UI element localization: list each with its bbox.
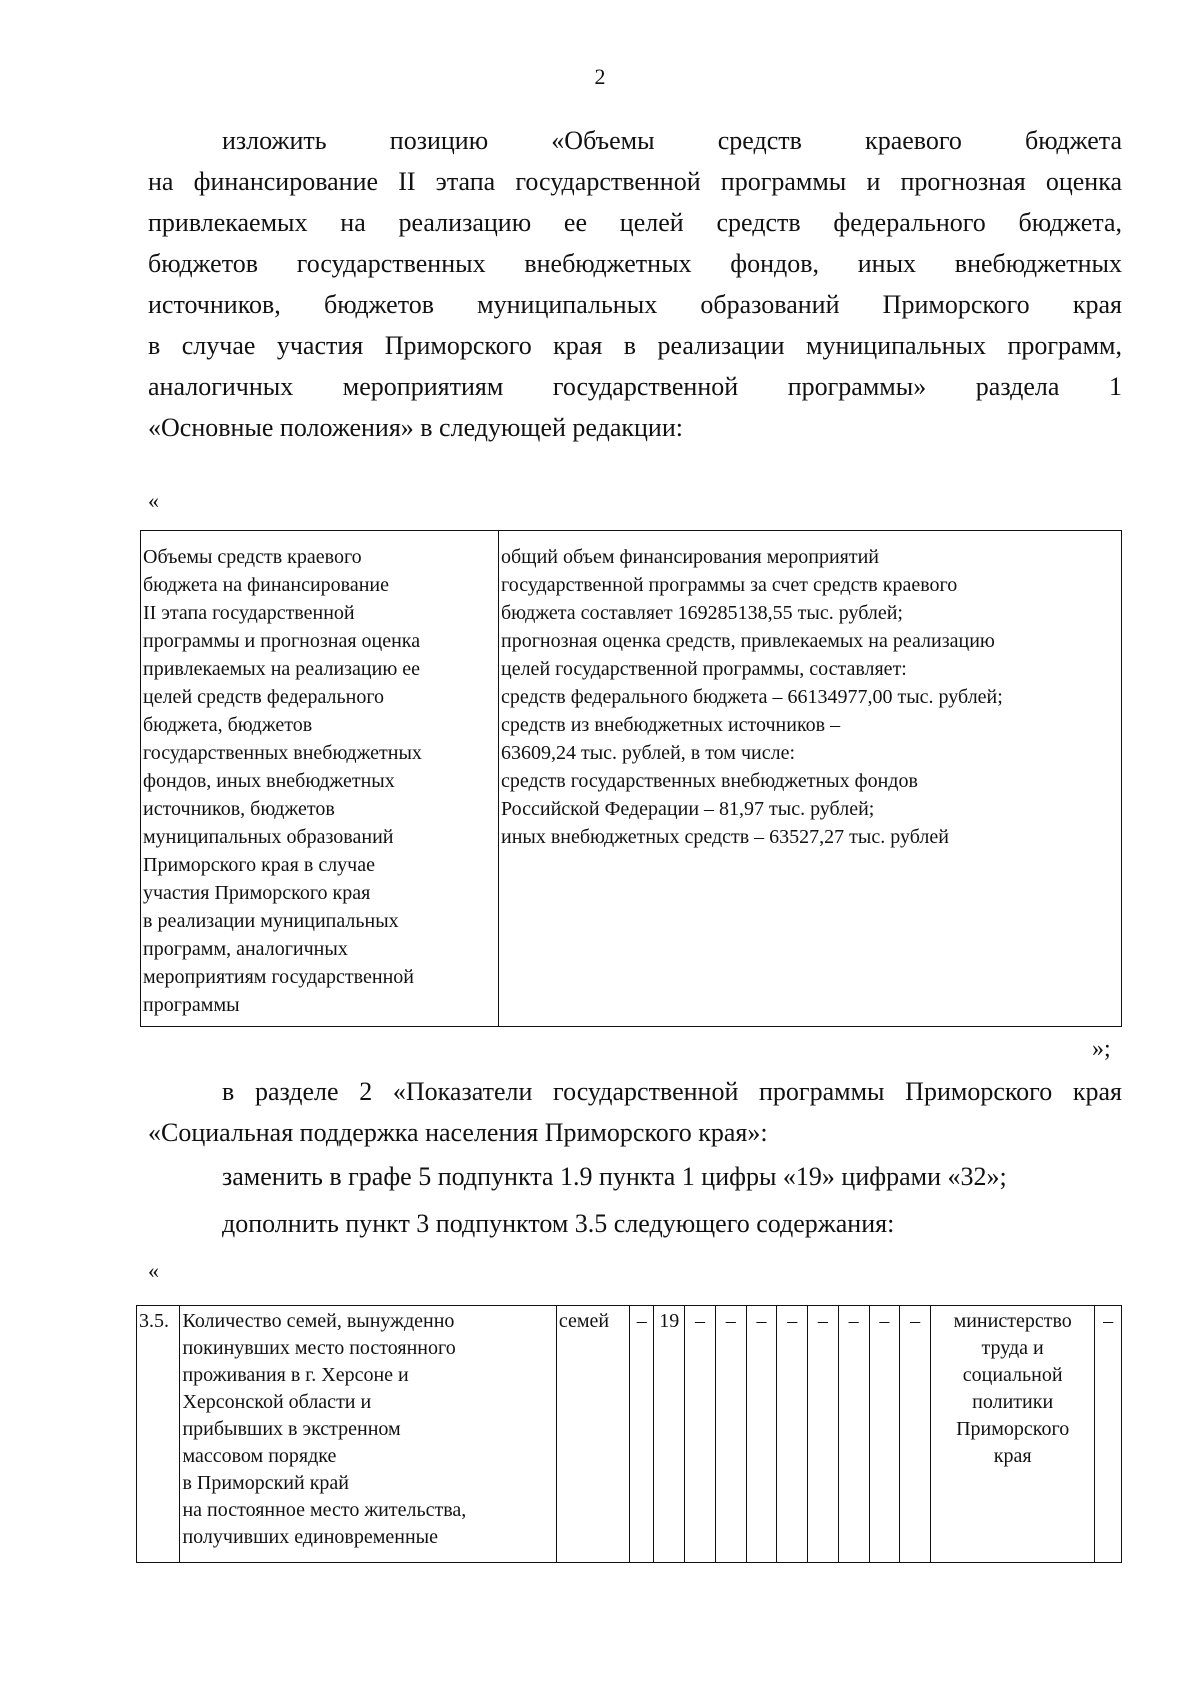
cell-line: политики: [972, 1391, 1054, 1413]
cell-line: края: [993, 1445, 1032, 1467]
unit-cell: семей: [556, 1306, 629, 1563]
cell-line: II этапа государственной: [143, 602, 355, 624]
value-cell: –: [808, 1306, 839, 1563]
cell-line: государственных внебюджетных: [143, 742, 422, 764]
value-cell: –: [777, 1306, 808, 1563]
indicator-table: [136, 1305, 1122, 1563]
cell-line: средств федерального бюджета – 66134977,00 тыс. рублей;: [501, 686, 1003, 708]
text-line: в случае участия Приморского края в реализации муниципальных программ,: [148, 331, 1122, 360]
cell-line: источников, бюджетов: [143, 798, 335, 820]
cell-line: программ, аналогичных: [143, 938, 348, 960]
cell-line: Российской Федерации – 81,97 тыс. рублей;: [501, 798, 875, 820]
amendment-paragraph-2: [148, 1071, 1122, 1153]
cell-line: массовом порядке: [182, 1445, 337, 1467]
cell-line: муниципальных образований: [143, 826, 394, 848]
text-line: «Основные положения» в следующей редакции:: [148, 413, 683, 442]
cell-line: Объемы средств краевого: [143, 546, 362, 568]
opening-quote: «: [148, 488, 159, 513]
amendment-paragraph-3: заменить в графе 5 подпункта 1.9 пункта 1 цифры «19» цифрами «32»;: [222, 1162, 1007, 1191]
cell-line: социальной: [962, 1364, 1063, 1386]
value-cell: –: [900, 1306, 931, 1563]
table-row: [141, 531, 1122, 1027]
value-cell: –: [869, 1306, 900, 1563]
cell-line: фондов, иных внебюджетных: [143, 770, 395, 792]
cell-line: 63609,24 тыс. рублей, в том числе:: [501, 742, 796, 764]
text-line: в разделе 2 «Показатели государственной программы Приморского края: [222, 1077, 1122, 1106]
cell-line: программы и прогнозная оценка: [143, 630, 421, 652]
text-line: аналогичных мероприятиям государственной программы» раздела 1: [148, 372, 1122, 401]
funding-label-cell: [141, 531, 499, 1027]
text-line: бюджетов государственных внебюджетных фондов, иных внебюджетных: [148, 249, 1122, 278]
cell-line: министерство: [953, 1310, 1072, 1332]
cell-line: прибывших в экстренном: [182, 1418, 401, 1440]
cell-line: государственной программы за счет средств краевого: [501, 574, 958, 596]
cell-line: труда и: [981, 1337, 1044, 1359]
cell-line: общий объем финансирования мероприятий: [501, 546, 880, 568]
responsible-agency-cell: [931, 1306, 1095, 1563]
value-cell: –: [630, 1306, 654, 1563]
page-number: 2: [594, 64, 606, 89]
cell-line: Количество семей, вынужденно: [182, 1310, 455, 1332]
cell-line: привлекаемых на реализацию ее: [143, 658, 421, 680]
cell-line: бюджета, бюджетов: [143, 714, 313, 736]
amendment-paragraph-1: [148, 120, 1122, 448]
cell-line: проживания в г. Херсоне и: [182, 1364, 409, 1386]
text-line: на финансирование II этапа государственной программы и прогнозная оценка: [148, 167, 1122, 196]
cell-line: мероприятиям государственной: [143, 966, 414, 988]
cell-line: бюджета составляет 169285138,55 тыс. рублей;: [501, 602, 903, 624]
cell-line: целей средств федерального: [143, 686, 385, 708]
value-cell: –: [685, 1306, 716, 1563]
closing-quote: »;: [1092, 1036, 1111, 1062]
cell-line: иных внебюджетных средств – 63527,27 тыс. рублей: [501, 826, 949, 848]
text-line: источников, бюджетов муниципальных образований Приморского края: [148, 290, 1122, 319]
cell-line: целей государственной программы, составляет:: [501, 658, 907, 680]
value-cell: –: [715, 1306, 746, 1563]
text-line: «Социальная поддержка населения Приморского края»:: [148, 1118, 768, 1147]
cell-line: средств государственных внебюджетных фондов: [501, 770, 918, 792]
cell-line: в Приморский край: [182, 1472, 350, 1494]
funding-value-cell: [499, 531, 1122, 1027]
cell-line: покинувших место постоянного: [182, 1337, 456, 1359]
cell-line: прогнозная оценка средств, привлекаемых на реализацию: [501, 630, 995, 652]
cell-line: на постоянное место жительства,: [182, 1499, 467, 1521]
cell-line: участия Приморского края: [143, 882, 371, 904]
value-cell: 19: [654, 1306, 685, 1563]
cell-line: средств из внебюджетных источников –: [501, 714, 841, 736]
item-number-cell: 3.5.: [137, 1306, 180, 1563]
value-cell: –: [746, 1306, 777, 1563]
table-row: [137, 1306, 1122, 1563]
cell-line: Приморского края в случае: [143, 854, 375, 876]
text-line: привлекаемых на реализацию ее целей средств федерального бюджета,: [148, 208, 1122, 237]
opening-quote: «: [148, 1258, 159, 1283]
value-cell: –: [838, 1306, 869, 1563]
cell-line: программы: [143, 994, 240, 1016]
text-line: изложить позицию «Объемы средств краевого бюджета: [222, 126, 1122, 155]
cell-line: получивших единовременные: [182, 1526, 438, 1548]
funding-table: [140, 530, 1122, 1027]
cell-line: Херсонской области и: [182, 1391, 372, 1413]
indicator-description-cell: [180, 1306, 556, 1563]
cell-line: в реализации муниципальных: [143, 910, 399, 932]
cell-line: бюджета на финансирование: [143, 574, 390, 596]
cell-line: Приморского: [956, 1418, 1070, 1440]
amendment-paragraph-4: дополнить пункт 3 подпунктом 3.5 следующего содержания:: [222, 1209, 895, 1238]
last-value-cell: –: [1095, 1306, 1122, 1563]
